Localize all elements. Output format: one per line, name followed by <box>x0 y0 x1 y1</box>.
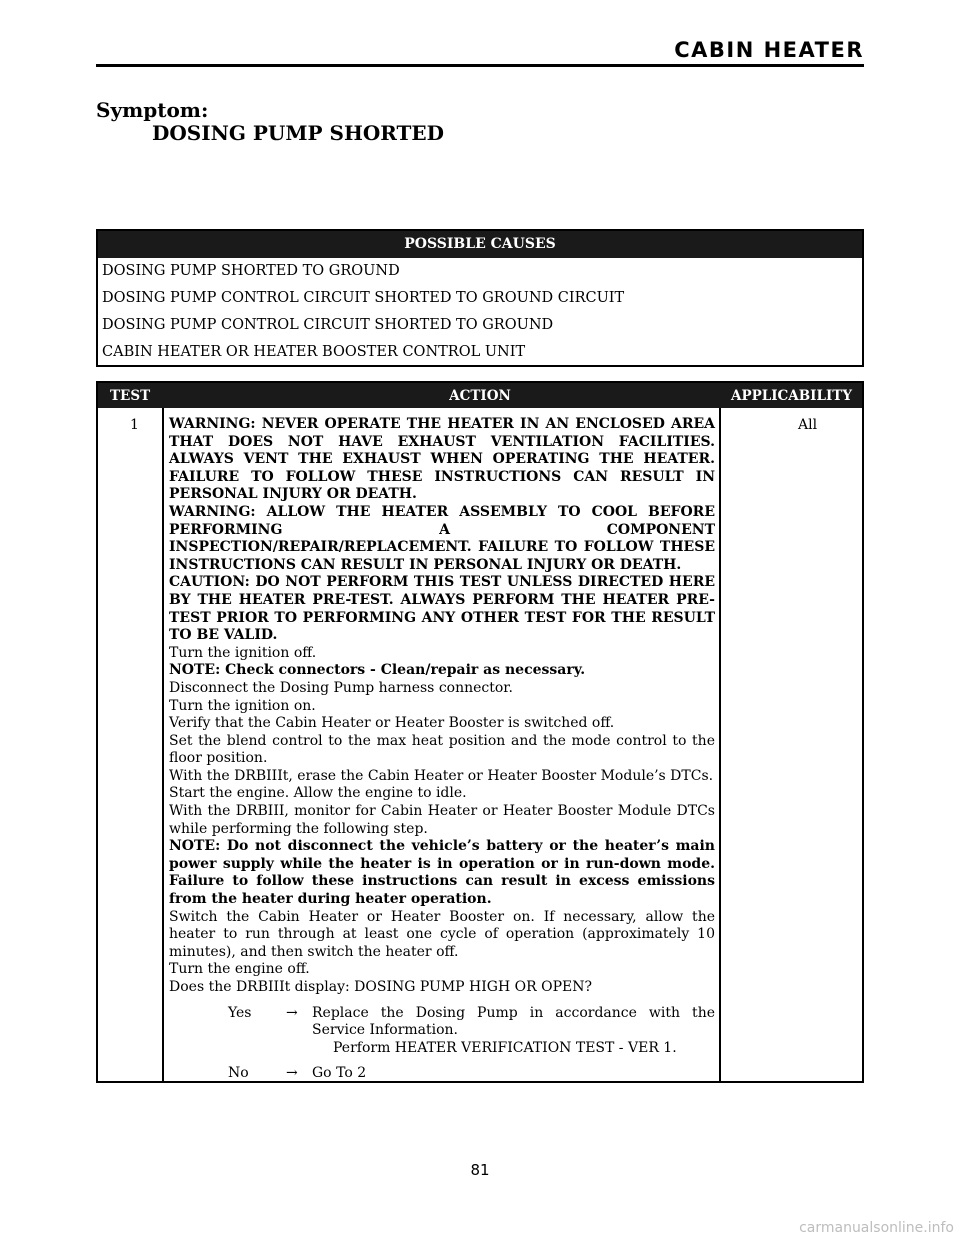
arrow-right-icon: → <box>286 1004 298 1021</box>
column-header-test: TEST <box>110 388 151 404</box>
step-text: Disconnect the Dosing Pump harness connector. <box>169 679 513 696</box>
outcome-no-result: Go To 2 <box>312 1065 367 1082</box>
step-text: Set the blend control to the max heat position and the mode control to the floor position. <box>169 732 715 767</box>
test-number: 1 <box>130 417 139 433</box>
possible-causes-header: POSSIBLE CAUSES <box>98 231 862 258</box>
cause-item: CABIN HEATER OR HEATER BOOSTER CONTROL UNIT <box>102 344 526 360</box>
column-header-action: ACTION <box>449 388 511 404</box>
outcome-no <box>169 1065 715 1083</box>
step-text: Turn the ignition off. <box>169 644 317 661</box>
warning-text: WARNING: ALLOW THE HEATER ASSEMBLY TO COOL BEFORE PERFORMING A COMPONENT INSPECTION/REPAIR/REPLACEMENT. FAILURE TO FOLLOW THESE INSTRUCTIONS CAN RESULT IN PERSONAL INJURY OR DEATH. <box>169 503 715 573</box>
step-text: Turn the engine off. <box>169 961 310 978</box>
outcome-yes <box>169 1005 715 1058</box>
warning-text: WARNING: NEVER OPERATE THE HEATER IN AN ENCLOSED AREA THAT DOES NOT HAVE EXHAUST VENTILATION FACILITIES. ALWAYS VENT THE EXHAUST WHEN OPERATING THE HEATER. FAILURE TO FOLLOW THESE INSTRUCTIONS CAN RESULT IN PERSONAL INJURY OR DEATH. <box>169 416 715 503</box>
action-cell <box>169 416 715 1083</box>
cause-item: DOSING PUMP SHORTED TO GROUND <box>102 263 400 279</box>
note-text: NOTE: Do not disconnect the vehicle’s battery or the heater’s main power supply while the heater is in operation or in run-down mode. Failure to follow these instructions can result in excess emissions from the heater during heater operation. <box>169 838 715 908</box>
applicability-value: All <box>798 417 818 433</box>
page-number: 81 <box>470 1161 490 1179</box>
arrow-right-icon: → <box>286 1065 298 1082</box>
outcome-yes-result <box>312 1005 715 1058</box>
caution-text: CAUTION: DO NOT PERFORM THIS TEST UNLESS DIRECTED HERE BY THE HEATER PRE-TEST. ALWAYS PERFORM THE HEATER PRE-TEST PRIOR TO PERFORMING ANY OTHER TEST FOR THE RESULT TO BE VALID. <box>169 574 715 644</box>
possible-causes-list <box>98 258 862 366</box>
symptom-label: Symptom: <box>96 98 209 122</box>
column-divider <box>162 408 164 1081</box>
step-text: With the DRBIIIt, erase the Cabin Heater or Heater Booster Module’s DTCs. <box>169 767 714 784</box>
answer-no: No <box>228 1065 249 1082</box>
step-text: Verify that the Cabin Heater or Heater Booster is switched off. <box>169 715 615 732</box>
possible-causes-box <box>96 229 864 367</box>
cause-item: DOSING PUMP CONTROL CIRCUIT SHORTED TO GROUND <box>102 317 554 333</box>
outcome-yes-line2: Perform HEATER VERIFICATION TEST - VER 1. <box>333 1039 677 1056</box>
step-text: Switch the Cabin Heater or Heater Booster on. If necessary, allow the heater to run through at least one cycle of operation (approximately 10 minutes), and then switch the heater off. <box>169 908 715 960</box>
cause-item: DOSING PUMP CONTROL CIRCUIT SHORTED TO GROUND CIRCUIT <box>102 290 625 306</box>
step-text: With the DRBIII, monitor for Cabin Heater or Heater Booster Module DTCs while performing the following step. <box>169 803 715 837</box>
watermark: carmanualsonline.info <box>799 1220 954 1236</box>
section-title: CABIN HEATER <box>674 38 864 62</box>
symptom-title: DOSING PUMP SHORTED <box>152 121 445 145</box>
question-text: Does the DRBIIIt display: DOSING PUMP HIGH OR OPEN? <box>169 979 592 995</box>
column-header-applicability: APPLICABILITY <box>730 388 852 404</box>
step-text: Turn the ignition on. <box>169 697 316 714</box>
column-divider <box>719 408 721 1081</box>
outcome-yes-line1: Replace the Dosing Pump in accordance with the Service Information. <box>312 1004 715 1039</box>
answer-yes: Yes <box>228 1004 252 1021</box>
step-text: Start the engine. Allow the engine to idle. <box>169 785 467 802</box>
test-table <box>96 381 864 1083</box>
header-rule <box>96 64 864 67</box>
note-text: NOTE: Check connectors - Clean/repair as necessary. <box>169 662 586 679</box>
table-header-row <box>98 383 862 408</box>
